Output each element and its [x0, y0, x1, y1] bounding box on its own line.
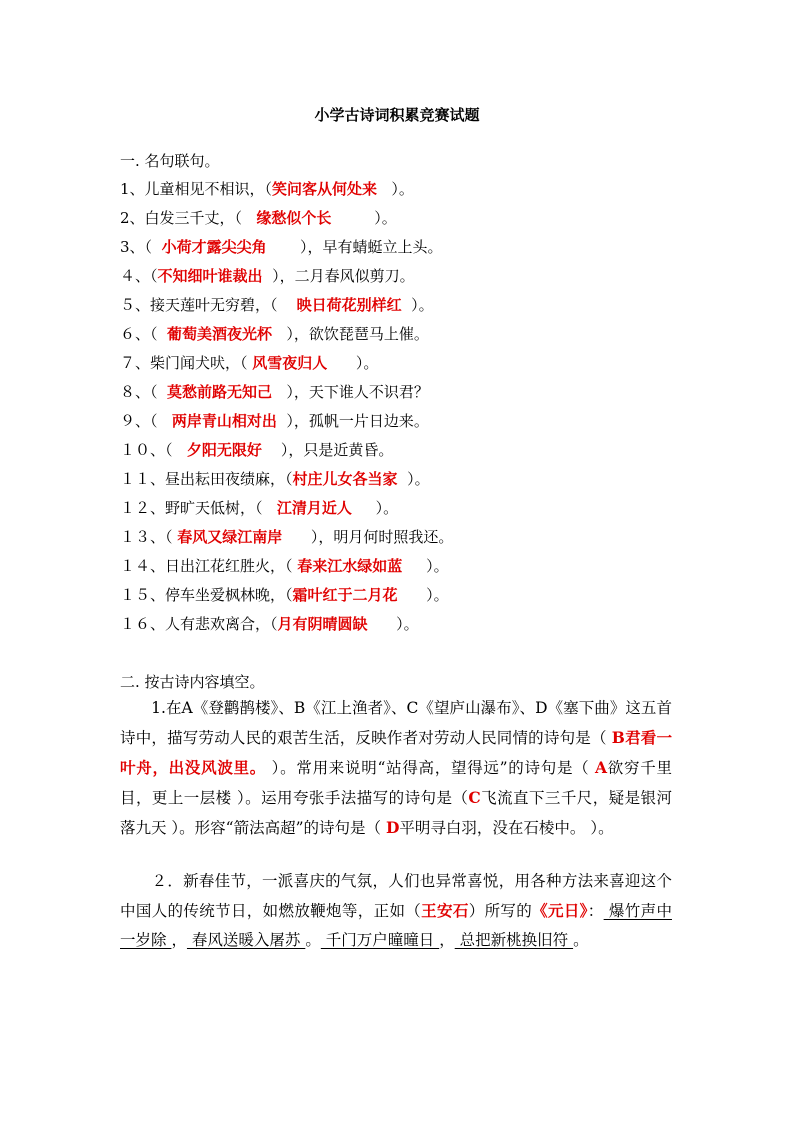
- couplet-line: [120, 382, 429, 402]
- q1-text-2: ）。常用来说明“站得高，望得远”的诗句是（: [266, 759, 596, 777]
- q2-blank-3: 千门万户曈曈日: [320, 931, 440, 949]
- couplet-answer: 霜叶红于二月花: [292, 586, 398, 604]
- couplet-text: ）。: [397, 586, 449, 604]
- couplet-answer: 葡萄美酒夜光杯: [167, 325, 273, 343]
- couplet-text: １４、日出江花红胜火，（: [120, 557, 298, 575]
- couplet-text: １２、野旷天低树，（: [120, 499, 277, 517]
- couplet-text: ）。: [401, 296, 434, 314]
- q2-text-7: 。: [573, 931, 589, 949]
- couplet-answer: 小荷才露尖尖角: [161, 238, 267, 256]
- q2-text-2: ）所写的: [468, 902, 533, 920]
- couplet-text: 1、儿童相见不相识，（: [120, 180, 273, 198]
- q1-text-3: 欲穷千里目，更上一层楼 ）。运用夸张手法描写的诗句是（: [120, 759, 672, 807]
- couplet-text: ６、（: [120, 325, 168, 343]
- question-2: [120, 867, 672, 955]
- couplet-line: [120, 585, 449, 605]
- couplet-answer: 笑问客从何处来: [272, 180, 378, 198]
- couplet-text: ）。: [377, 180, 414, 198]
- couplet-text: ）。: [367, 615, 419, 633]
- q2-text-6: ，: [439, 931, 455, 949]
- q1-text-1: 1.在A《登鹳鹊楼》、B《江上渔者》、C《望庐山瀑布》、D《塞下曲》这五首诗中，描写劳动人民的艰苦生活，反映作者对劳动人民同情的诗句是（: [120, 699, 672, 747]
- q1-answer-1: B君看一叶舟，出没风波里。: [120, 728, 672, 777]
- couplet-answer: 江清月近人: [276, 499, 352, 517]
- couplet-answer: 映日荷花别样红: [296, 296, 402, 314]
- couplet-line: [120, 353, 378, 373]
- q2-answer-poem: 《元日》: [532, 901, 588, 920]
- couplet-line: [120, 469, 430, 489]
- q1-answer-3: C: [468, 788, 481, 807]
- couplet-line: [120, 411, 429, 431]
- couplet-text: ９、（: [120, 412, 172, 430]
- q2-blank-4: 总把新桃换旧符: [454, 931, 574, 949]
- couplet-text: ），天下谁人不识君？: [272, 383, 429, 401]
- q1-text-5: 平明寻白羽，没在石棱中。 ）。: [399, 819, 614, 837]
- couplet-answer: 村庄儿女各当家: [292, 470, 398, 488]
- q1-answer-4: D: [385, 818, 400, 837]
- couplet-answer: 缘愁似个长: [256, 209, 332, 227]
- couplet-text: ）。: [327, 354, 379, 372]
- section1-heading: 一. 名句联句。: [120, 152, 220, 170]
- couplet-text: １３、（: [120, 528, 178, 546]
- couplet-text: ７、柴门闻犬吠，（: [120, 354, 253, 372]
- couplet-answer: 春风又绿江南岸: [177, 528, 283, 546]
- section2-heading: 二. 按古诗内容填空。: [120, 673, 265, 691]
- couplet-line: [120, 324, 429, 344]
- couplet-answer: 风雪夜归人: [252, 354, 328, 372]
- couplet-text: １０、（: [120, 441, 187, 459]
- couplet-line: [120, 266, 415, 286]
- couplet-text: ）。: [397, 470, 430, 488]
- couplet-answer: 春来江水绿如蓝: [297, 557, 403, 575]
- couplet-line: [120, 179, 414, 199]
- couplet-text: ）。: [331, 209, 397, 227]
- question-1: [120, 694, 672, 843]
- couplet-line: [120, 614, 419, 634]
- q2-text-1: ２．新春佳节，一派喜庆的气氛，人们也异常喜悦，用各种方法来喜迎这个中国人的传统节日，如燃放鞭炮等，正如（: [120, 872, 672, 920]
- couplet-line: [120, 237, 443, 257]
- couplet-text: 3、（: [120, 238, 162, 256]
- couplet-text: ）。: [402, 557, 449, 575]
- couplet-answer: 不知细叶谁裁出: [157, 267, 263, 285]
- couplet-answer: 两岸青山相对出: [171, 412, 277, 430]
- q1-text-4: 飞流直下三千尺，疑是银河落九天 ）。形容“箭法高超”的诗句是（: [120, 789, 672, 837]
- couplet-text: １６、人有悲欢离合，（: [120, 615, 278, 633]
- couplet-text: ８、（: [120, 383, 168, 401]
- q1-answer-2: A: [595, 758, 608, 777]
- couplet-text: １１、昼出耘田夜绩麻，（: [120, 470, 293, 488]
- couplet-answer: 莫愁前路无知己: [167, 383, 273, 401]
- couplet-line: [120, 295, 434, 315]
- q2-text-4: ，: [171, 931, 187, 949]
- couplet-text: ），早有蜻蜓立上头。: [266, 238, 443, 256]
- couplet-line: [120, 498, 398, 518]
- couplet-text: ），孤帆一片日边来。: [276, 412, 429, 430]
- couplet-text: １５、停车坐爱枫林晚，（: [120, 586, 293, 604]
- couplet-text: 2、白发三千丈，（: [120, 209, 257, 227]
- couplet-text: ），只是近黄昏。: [261, 441, 394, 459]
- q2-text-3: ：: [587, 902, 604, 920]
- couplet-line: [120, 440, 393, 460]
- couplet-line: [120, 208, 397, 228]
- q2-blank-1: 爆竹声中一岁除: [120, 902, 672, 949]
- couplet-text: ），明月何时照我还。: [282, 528, 454, 546]
- couplet-answer: 月有阴晴圆缺: [277, 615, 368, 633]
- couplet-text: ），二月春风似剪刀。: [262, 267, 415, 285]
- q2-answer-author: 王安石: [421, 901, 469, 920]
- q2-blank-2: 春风送暖入屠苏: [186, 931, 306, 949]
- couplet-text: ），欲饮琵琶马上催。: [272, 325, 429, 343]
- couplet-text: ）。: [351, 499, 399, 517]
- couplet-line: [120, 527, 453, 547]
- couplet-answer: 夕阳无限好: [186, 441, 262, 459]
- couplet-text: ５、接天莲叶无穷碧，（: [120, 296, 297, 314]
- couplet-text: ４、（: [120, 267, 158, 285]
- page-title: 小学古诗词积累竞赛试题: [314, 106, 480, 124]
- couplet-line: [120, 556, 449, 576]
- q2-text-5: 。: [305, 931, 321, 949]
